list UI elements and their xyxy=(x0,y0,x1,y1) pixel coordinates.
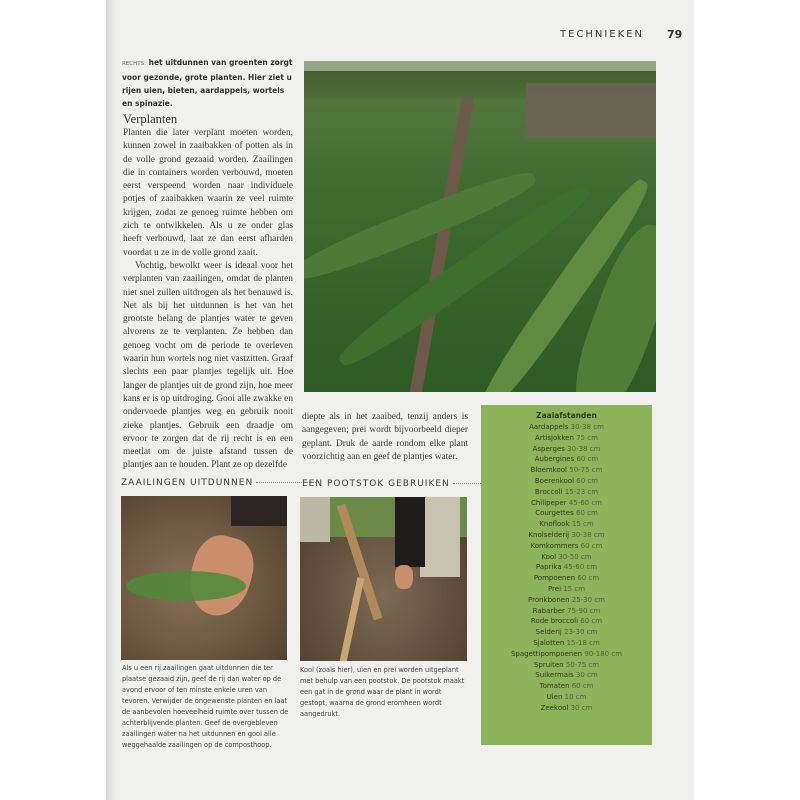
crop-name: Chilipeper xyxy=(530,498,567,507)
dibber-planting-photo xyxy=(300,497,467,661)
photo-caption-right xyxy=(122,56,297,110)
thinning-seedlings-photo xyxy=(121,496,287,660)
article-body xyxy=(123,127,293,473)
seedlings xyxy=(126,571,246,601)
list-item xyxy=(481,422,652,433)
dibber-caption: Kool (zoals hier), uien en prei worden uitgeplant met behulp van een pootstok. De pootstok maakt een gat in de grond waar de plant in wordt gestopt, waarna de grond eromheen wordt aangedrukt. xyxy=(300,666,465,718)
list-item xyxy=(481,670,652,681)
list-item xyxy=(481,595,652,606)
spacing-value: 60 cm xyxy=(575,509,598,518)
page-gutter-shadow xyxy=(106,0,116,800)
vegetable-garden-photo xyxy=(304,61,656,392)
step-heading-text: EEN POOTSTOK GEBRUIKEN xyxy=(302,479,450,489)
spacing-sidebar xyxy=(481,405,652,745)
crop-name: Courgettes xyxy=(535,509,574,518)
spacing-value: 60 cm xyxy=(571,682,594,691)
caption-text: het uitdunnen van groenten zorgt voor gezonde, grote planten. Hier ziet u rijen uien, bieten, aardappels, wortels en spinazie. xyxy=(122,58,293,108)
spacing-value: 25-30 cm xyxy=(571,595,605,604)
spacing-value: 60 cm xyxy=(576,476,599,485)
spacing-value: 60 cm xyxy=(576,455,599,464)
crop-name: Paprika xyxy=(535,563,562,572)
crop-name: Pompoenen xyxy=(533,574,576,583)
crop-name: Spagettipompoenen xyxy=(510,649,583,658)
crop-name: Sjalotten xyxy=(533,638,565,647)
list-item xyxy=(481,638,652,649)
spacing-value: 75 cm xyxy=(576,433,598,442)
crop-name: Bloemkool xyxy=(530,466,567,475)
crop-name: Uien xyxy=(546,692,563,701)
spacing-value: 15 cm xyxy=(571,520,594,529)
list-item xyxy=(481,649,652,660)
list-item xyxy=(481,498,652,509)
spacing-value: 10 cm xyxy=(564,692,587,701)
spacing-value: 50-75 cm xyxy=(565,660,600,669)
brick-wall xyxy=(526,83,656,138)
spacing-value: 60 cm xyxy=(580,617,603,626)
spacing-value: 30-38 cm xyxy=(567,444,601,453)
list-item xyxy=(481,487,652,498)
section-heading: Verplanten xyxy=(123,112,178,126)
crop-name: Zeekool xyxy=(540,703,569,712)
spacing-value: 45-60 cm xyxy=(568,498,602,507)
spacing-value: 30-38 cm xyxy=(571,530,605,539)
spacing-value: 30-38 cm xyxy=(570,423,604,431)
running-header: TECHNIEKEN xyxy=(560,29,645,40)
list-item xyxy=(481,703,652,714)
step-heading-thinning xyxy=(121,478,316,488)
paragraph: Planten die later verplant moeten worden, kunnen zowel in zaaibakken of potten als in de volle grond gezaaid worden. Zaailingen die in containers worden verbouwd, moeten eerst verspeend worden naar individuele potjes of zaaibakken waarin ze veel ruimte krijgen, zodat ze genoeg ruimte hebben om zich te ontwikkelen. Als u ze onder glas heeft verbouwd, laat ze dan eerst afharden voordat u ze in de volle grond zaait. xyxy=(123,128,293,258)
list-item xyxy=(481,616,652,627)
list-item xyxy=(481,541,652,552)
crop-name: Komkommers xyxy=(530,541,579,550)
list-item xyxy=(481,476,652,487)
spacing-value: 15-23 cm xyxy=(564,487,599,496)
spacing-value: 75-90 cm xyxy=(567,606,601,615)
paragraph: Vochtig, bewolkt weer is ideaal voor het verplanten van zaailingen, omdat de planten niet snel zullen uitdrogen als het benauwd is. Net als bij het uitdunnen is het van het grootste belang de plantjes water te geven alvorens ze te verplanten. Ze hebben dan genoeg vocht om de periode te overleven waarin hun wortels nog niet vastzitten. Graaf slechts een paar plantjes tegelijk uit. Hoe langer de plantjes uit de grond zijn, hoe meer kans er is op uitdroging. Gooi alle zwakke en ondervoede plantjes weg en gebruik nooit zieke plantjes. Gebruik een draadje om ervoor te zorgen dat de rij recht is en een meetlat om de juiste afstand tussen de plantjes aan te houden. Plant ze op dezelfde xyxy=(123,260,294,471)
crop-row xyxy=(304,163,540,288)
crop-name: Broccoli xyxy=(534,487,563,496)
page-number: 79 xyxy=(667,28,683,41)
list-item xyxy=(481,627,652,638)
spacing-value: 30 cm xyxy=(575,671,598,680)
spacing-value: 30 cm xyxy=(570,703,593,712)
spacing-value: 15 cm xyxy=(563,584,586,593)
crop-name: Rode broccoli xyxy=(530,617,579,626)
spacing-value: 60 cm xyxy=(580,541,603,550)
crop-name: Knolselderij xyxy=(528,530,570,539)
list-item xyxy=(481,681,652,692)
list-item xyxy=(481,519,652,530)
spacing-value: 30-50 cm xyxy=(558,552,592,561)
step-heading-text: ZAAILINGEN UITDUNNEN xyxy=(121,478,254,488)
spacing-value: 45-60 cm xyxy=(563,563,598,572)
crop-name: Selderij xyxy=(535,628,562,637)
list-item xyxy=(481,433,652,444)
crop-name: Asperges xyxy=(532,444,565,453)
article-continuation: diepte als in het zaaibed, tenzij anders is aangegeven; prei wordt bijvoorbeeld dieper geplant. Druk de aarde rondom elke plant voorzichtig aan en geef de plantjes water. xyxy=(302,412,468,462)
list-item xyxy=(481,573,652,584)
spacing-value: 90-180 cm xyxy=(584,649,623,658)
crop-name: Aardappels xyxy=(529,423,569,431)
spacing-value: 60 cm xyxy=(577,574,600,583)
list-item xyxy=(481,508,652,519)
crop-name: Tomaten xyxy=(539,682,570,691)
measuring-stick xyxy=(339,577,365,661)
thinning-caption: Als u een rij zaailingen gaat uitdunnen die ter plaatse gezaaid zijn, geef de rij dan water op de avond ervoor of ten minste enkele uren van tevoren. Verwijder de ongewenste planten en laat de aanbevolen hoeveelheid ruimte over tussen de achterblijvende planten. Geef de overgebleven zaailingen water na het uitdunnen en gooi alle weggehaalde zaailingen op de composthoop. xyxy=(122,664,289,749)
trousers xyxy=(420,497,460,577)
crop-name: Rabarber xyxy=(532,606,565,615)
crop-name: Suikermais xyxy=(535,671,574,680)
crop-name: Kool xyxy=(541,552,557,561)
crop-name: Artisjokken xyxy=(535,433,574,442)
step-heading-dibber xyxy=(302,479,503,489)
crop-name: Prei xyxy=(547,584,562,593)
list-item xyxy=(481,692,652,703)
caption-label: RECHTS: xyxy=(122,61,146,67)
crop-name: Knoflook xyxy=(539,520,570,529)
sleeve xyxy=(231,496,287,526)
list-item xyxy=(481,562,652,573)
sleeve xyxy=(395,497,425,567)
spacing-value: 50-75 cm xyxy=(569,466,603,475)
trousers xyxy=(300,497,330,542)
spacing-list xyxy=(481,422,652,714)
list-item xyxy=(481,584,652,595)
sky xyxy=(304,61,656,71)
crop-name: Boerenkool xyxy=(534,476,575,485)
sidebar-title: Zaaiafstanden xyxy=(536,411,597,420)
hand xyxy=(395,565,413,589)
crop-name: Pronkbonen xyxy=(528,595,570,604)
list-item xyxy=(481,530,652,541)
crop-name: Spruiten xyxy=(533,660,564,669)
spacing-value: 23-30 cm xyxy=(564,628,598,637)
list-item xyxy=(481,444,652,455)
list-item xyxy=(481,454,652,465)
list-item xyxy=(481,660,652,671)
list-item xyxy=(481,552,652,563)
list-item xyxy=(481,465,652,476)
list-item xyxy=(481,606,652,617)
crop-name: Aubergines xyxy=(534,455,575,464)
spacing-value: 15-18 cm xyxy=(566,638,600,647)
